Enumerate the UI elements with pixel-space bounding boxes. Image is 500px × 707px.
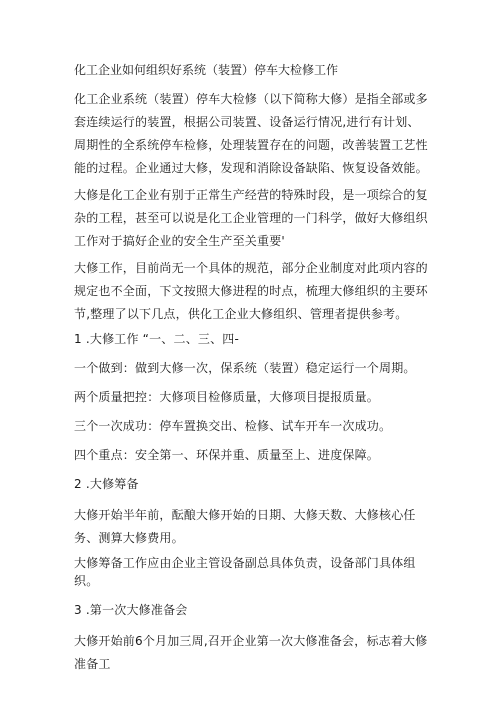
section-1-line-2: 两个质量把控：大修项目检修质量，大修项目提报质量。: [74, 390, 380, 404]
section-1-heading: 1 .大修工作 “一、二、三、四-: [74, 332, 240, 346]
section-3-paragraph-1: 大修开始前6个月加三周,召开企业第一次大修准备会，标志着大修准备工: [74, 634, 428, 671]
intro-paragraph-3: 大修工作，目前尚无一个具体的规范，部分企业制度对此项内容的规定也不全面，下文按照大修进程的时点，梳理大修组织的主要环节,整理了以下几点，供化工企业大修组织、管理者提供参考。: [74, 261, 428, 321]
section-3-heading: 3 .第一次大修准备会: [74, 603, 188, 617]
section-2-paragraph-2: 大修筹备工作应由企业主管设备副总具体负责，设备部门具体组织。: [74, 556, 416, 588]
section-2-paragraph-1: 大修开始半年前，酝酿大修开始的日期、大修天数、大修核心任务、测算大修费用。: [74, 508, 416, 545]
document-title: 化工企业如何组织好系统（装置）停车大检修工作: [74, 63, 339, 77]
intro-paragraph-1: 化工企业系统（装置）停车大检修（以下简称大修）是指全部或多套连续运行的装置，根据公司装置、设备运行情况,进行有计划、周期性的全系统停车检修，处理装置存在的问题，改善装置工艺性能的过程。企业通过大修，发现和消除设备缺陷、恢复设备效能。: [74, 92, 428, 175]
section-1-line-1: 一个做到：做到大修一次，保系统（装置）稳定运行一个周期。: [74, 361, 416, 375]
intro-paragraph-2: 大修是化工企业有别于正常生产经营的特殊时段，是一项综合的复杂的工程，甚至可以说是化工企业管理的一门科学，做好大修组织工作对于搞好企业的安全生产至关重要': [74, 188, 428, 248]
section-2-heading: 2 .大修筹备: [74, 477, 139, 491]
section-1-line-3: 三个一次成功：停车置换交出、检修、试车开车一次成功。: [74, 419, 392, 433]
section-1-line-4: 四个重点：安全第一、环保并重、质量至上、进度保障。: [74, 448, 380, 462]
